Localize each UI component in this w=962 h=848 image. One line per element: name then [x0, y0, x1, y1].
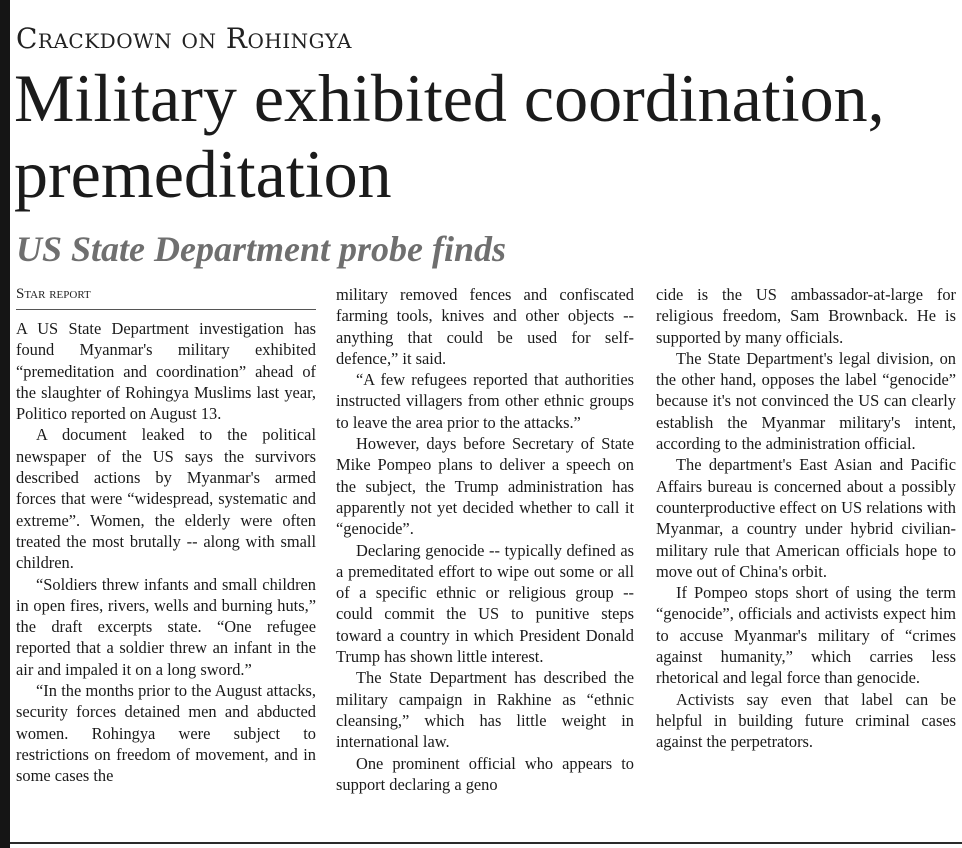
article-subhead: US State Department probe finds [16, 229, 507, 269]
article-byline: Star report [16, 286, 91, 302]
article-column-2 [336, 284, 634, 795]
bottom-divider [10, 842, 962, 844]
paragraph: military removed fences and confiscated farming tools, knives and other objects -- anything that could be used for self-defence,” it said. [336, 285, 634, 368]
page-edge-rule [0, 0, 10, 848]
article-column-1 [16, 318, 316, 787]
paragraph: However, days before Secretary of State Mike Pompeo plans to deliver a speech on the subject, the Trump administration has apparently not yet decided whether to call it “genocide”. [336, 434, 634, 539]
paragraph: Declaring genocide -- typically defined as a premeditated effort to wipe out some or all of a specific ethnic or religious group -- could commit the US to punitive steps toward a country in which President Donald Trump has shown little interest. [336, 540, 634, 667]
paragraph: The department's East Asian and Pacific Affairs bureau is concerned about a possibly counterproductive effect on US relations with Myanmar, a country under hybrid civilian-military rule that American officials hope to move out of China's orbit. [656, 455, 956, 581]
paragraph: A US State Department investigation has found Myanmar's military exhibited “premeditation and coordination” ahead of the slaughter of Rohingya Muslims last year, Politico reported on August 13. [16, 319, 316, 424]
paragraph: “In the months prior to the August attacks, security forces detained men and abducted women. Rohingya were subject to restrictions on freedom of movement, and in some cases the [16, 681, 316, 786]
paragraph: Activists say even that label can be helpful in building future criminal cases against the perpetrators. [656, 689, 956, 752]
paragraph: cide is the US ambassador-at-large for religious freedom, Sam Brownback. He is supported by many officials. [656, 285, 956, 347]
paragraph: “A few refugees reported that authorities instructed villagers from other ethnic groups to leave the area prior to the attacks.” [336, 370, 634, 432]
paragraph: One prominent official who appears to support declaring a geno [336, 753, 634, 794]
byline-divider [16, 309, 316, 310]
article-kicker: Crackdown on Rohingya [16, 22, 352, 55]
article-headline: Military exhibited coordination, premeditation [14, 60, 885, 212]
paragraph: A document leaked to the political newspaper of the US says the survivors described actions by Myanmar's armed forces that were “widespread, systematic and extreme”. Women, the elderly were often treated the most brutally -- along with small children. [16, 425, 316, 573]
paragraph: The State Department has described the military campaign in Rakhine as “ethnic cleansing,” which has little weight in international law. [336, 668, 634, 752]
article-column-3 [656, 284, 956, 753]
paragraph: If Pompeo stops short of using the term “genocide”, officials and activists expect him to accuse Myanmar's military of “crimes against humanity,” which carries less rhetorical and legal force than genocide. [656, 583, 956, 688]
paragraph: The State Department's legal division, on the other hand, opposes the label “genocide” because it's not convinced the US can clearly establish the Myanmar military's intent, according to the administration official. [656, 348, 956, 454]
paragraph: “Soldiers threw infants and small children in open fires, rivers, wells and burning huts,” the draft excerpts state. “One refugee reported that a soldier threw an infant in the air and impaled it on a long sword.” [16, 574, 316, 679]
